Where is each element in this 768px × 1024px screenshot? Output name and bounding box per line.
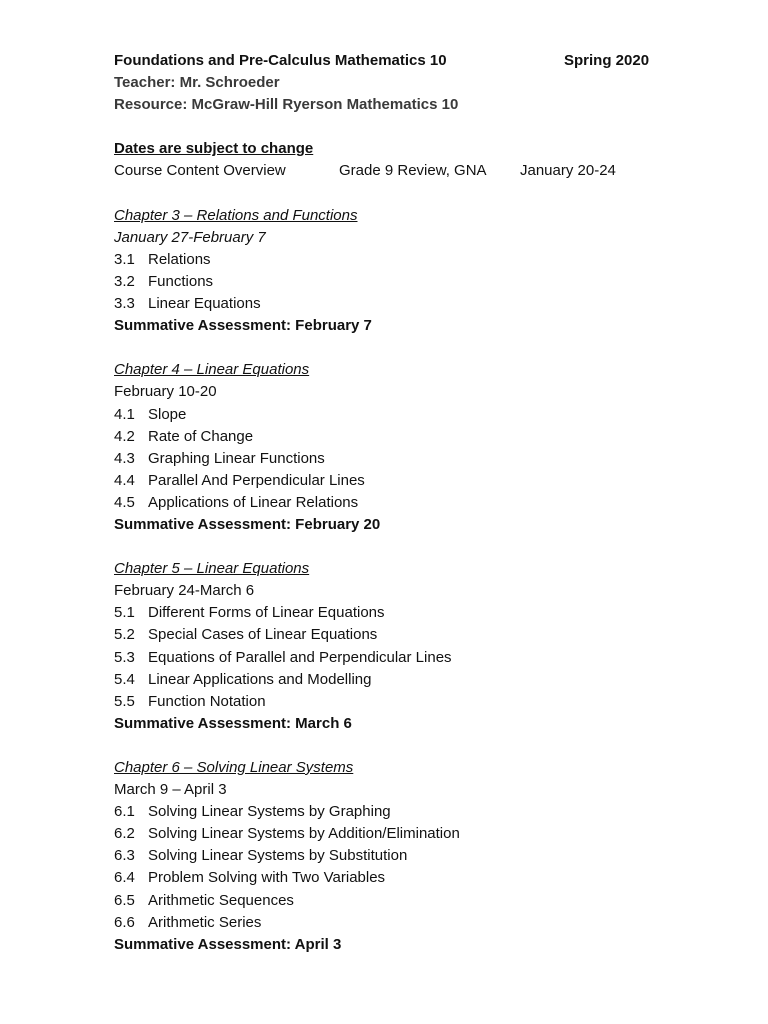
section-row	[114, 890, 674, 912]
chapter-dates: February 24-March 6	[114, 582, 255, 600]
section-name: Solving Linear Systems by Addition/Elimination	[148, 825, 460, 843]
section-number: 5.3	[114, 648, 135, 666]
chapter-block	[114, 337, 674, 536]
section-number: 6.2	[114, 825, 135, 843]
resource-line: Resource: McGraw-Hill Ryerson Mathematics 10	[114, 96, 459, 114]
section-number: 5.5	[114, 692, 135, 710]
section-name: Parallel And Perpendicular Lines	[148, 471, 365, 489]
section-row	[114, 293, 674, 315]
section-row	[114, 691, 674, 713]
section-name: Slope	[148, 405, 187, 423]
section-name: Arithmetic Sequences	[148, 891, 294, 909]
section-row	[114, 823, 674, 845]
spacer	[114, 337, 674, 359]
chapters-list	[114, 183, 674, 956]
section-name: Graphing Linear Functions	[148, 449, 325, 467]
dates-notice: Dates are subject to change	[114, 140, 314, 158]
overview-review-dates: January 20-24	[520, 162, 616, 180]
spacer	[114, 116, 674, 138]
section-number: 6.1	[114, 803, 135, 821]
section-number: 6.3	[114, 847, 135, 865]
overview-label: Course Content Overview	[114, 162, 286, 180]
section-row	[114, 249, 674, 271]
section-number: 3.2	[114, 272, 135, 290]
section-name: Special Cases of Linear Equations	[148, 626, 378, 644]
section-row	[114, 647, 674, 669]
chapter-title: Chapter 5 – Linear Equations	[114, 560, 310, 578]
section-name: Linear Applications and Modelling	[148, 670, 372, 688]
chapter-title: Chapter 3 – Relations and Functions	[114, 206, 358, 224]
section-name: Functions	[148, 272, 214, 290]
section-name: Rate of Change	[148, 427, 254, 445]
section-number: 6.4	[114, 869, 135, 887]
chapter-dates: January 27-February 7	[114, 228, 266, 246]
section-row	[114, 404, 674, 426]
section-number: 6.6	[114, 913, 135, 931]
spacer	[114, 536, 674, 558]
chapter-title: Chapter 6 – Solving Linear Systems	[114, 759, 354, 776]
section-name: Relations	[148, 250, 211, 268]
section-row	[114, 867, 674, 889]
document-page	[114, 50, 674, 956]
section-name: Linear Equations	[148, 295, 261, 313]
spacer	[114, 735, 674, 757]
section-name: Arithmetic Series	[148, 913, 262, 931]
section-row	[114, 426, 674, 448]
section-name: Solving Linear Systems by Graphing	[148, 803, 391, 821]
section-number: 5.1	[114, 604, 135, 622]
summative-assessment: Summative Assessment: April 3	[114, 935, 342, 953]
section-number: 4.4	[114, 471, 135, 489]
section-row	[114, 801, 674, 823]
section-row	[114, 470, 674, 492]
section-name: Problem Solving with Two Variables	[148, 869, 386, 887]
section-row	[114, 912, 674, 934]
section-row	[114, 492, 674, 514]
section-number: 3.3	[114, 295, 135, 313]
section-name: Solving Linear Systems by Substitution	[148, 847, 408, 865]
section-number: 4.3	[114, 449, 135, 467]
section-row	[114, 624, 674, 646]
section-number: 3.1	[114, 250, 135, 268]
course-title: Foundations and Pre-Calculus Mathematics 10	[114, 52, 447, 69]
chapter-block	[114, 735, 674, 956]
section-name: Equations of Parallel and Perpendicular Lines	[148, 648, 452, 666]
chapter-title: Chapter 4 – Linear Equations	[114, 361, 310, 379]
section-row	[114, 669, 674, 691]
section-number: 5.4	[114, 670, 135, 688]
section-number: 4.1	[114, 405, 135, 423]
section-row	[114, 845, 674, 867]
summative-assessment: Summative Assessment: February 7	[114, 317, 372, 335]
section-row	[114, 271, 674, 293]
section-number: 6.5	[114, 891, 135, 909]
overview-review: Grade 9 Review, GNA	[339, 162, 487, 180]
section-name: Different Forms of Linear Equations	[148, 604, 385, 622]
term-label: Spring 2020	[564, 52, 650, 69]
section-number: 4.2	[114, 427, 135, 445]
overview-row	[114, 160, 674, 182]
chapter-dates: February 10-20	[114, 383, 217, 401]
chapter-block	[114, 536, 674, 735]
section-row	[114, 448, 674, 470]
section-row	[114, 602, 674, 624]
section-name: Function Notation	[148, 692, 266, 710]
summative-assessment: Summative Assessment: March 6	[114, 714, 352, 732]
chapter-block	[114, 183, 674, 338]
title-row	[114, 50, 674, 72]
section-name: Applications of Linear Relations	[148, 493, 359, 511]
section-number: 5.2	[114, 626, 135, 644]
section-number: 4.5	[114, 493, 135, 511]
spacer	[114, 183, 674, 205]
summative-assessment: Summative Assessment: February 20	[114, 515, 381, 533]
chapter-dates: March 9 – April 3	[114, 781, 227, 799]
teacher-line: Teacher: Mr. Schroeder	[114, 74, 280, 92]
